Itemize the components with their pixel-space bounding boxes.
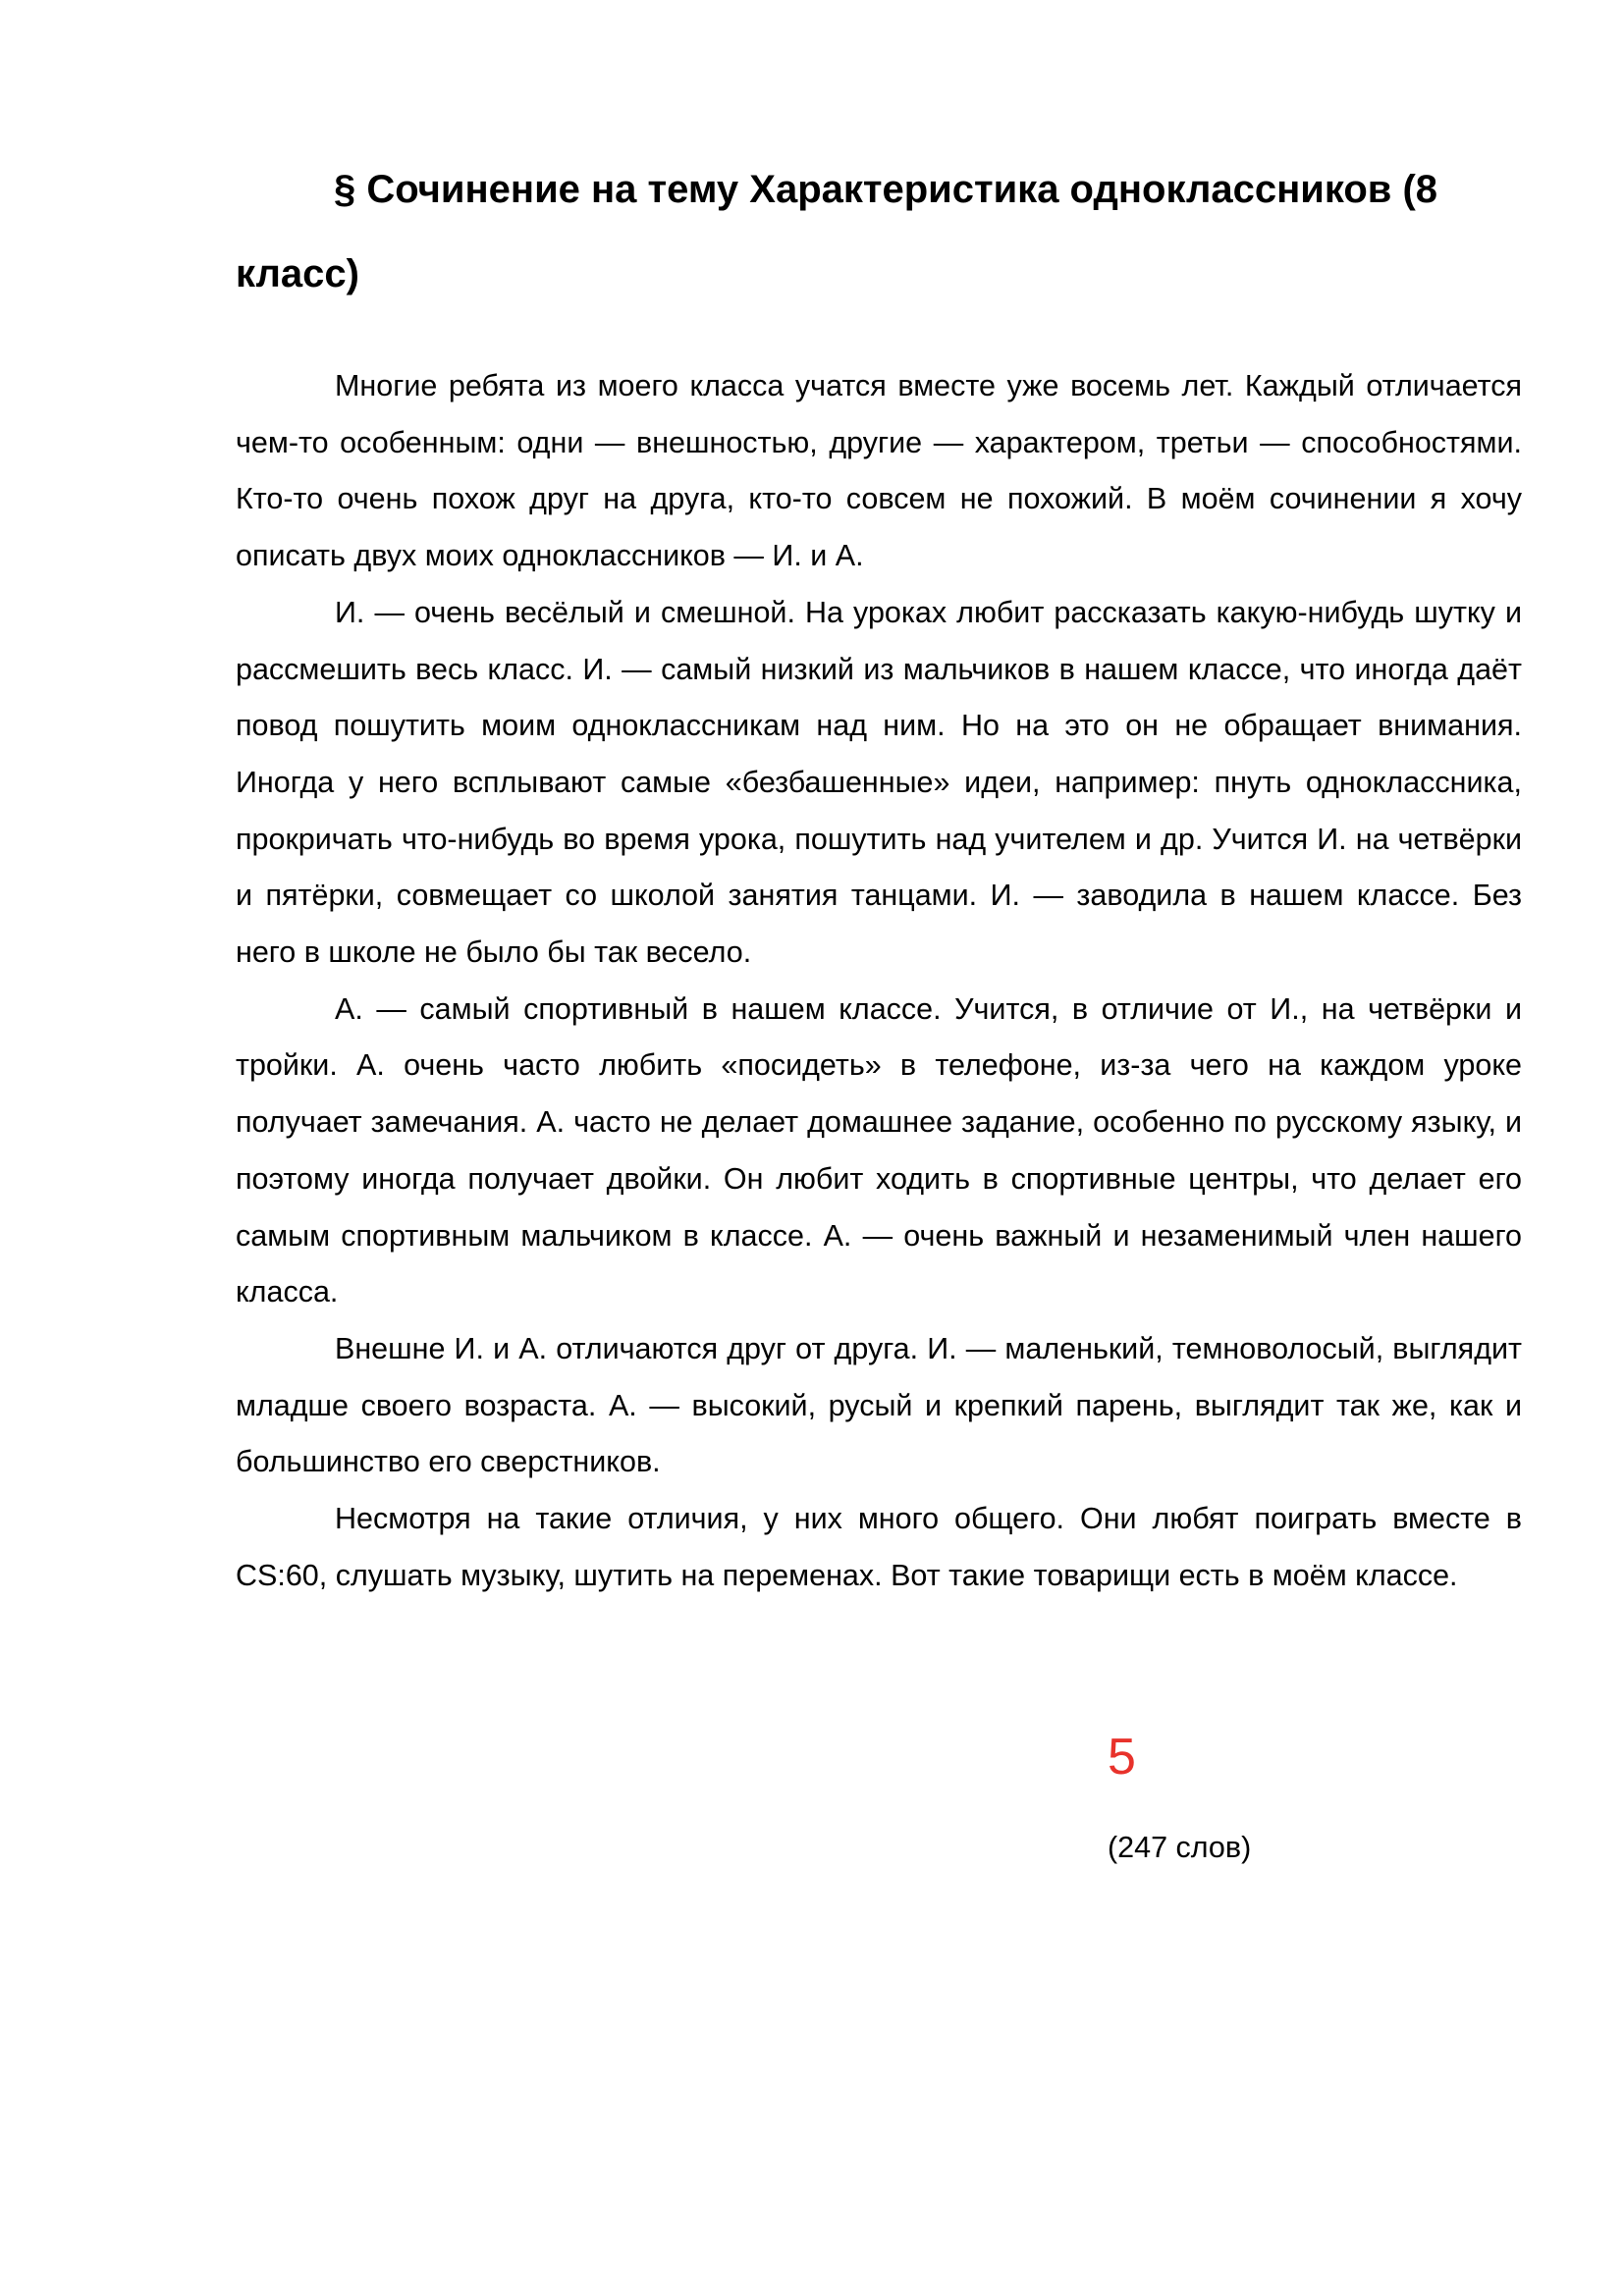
paragraph-about-i: И. — очень весёлый и смешной. На уроках любит рассказать какую-нибудь шутку и рассмешить весь класс. И. — самый низкий из мальчиков в нашем классе, что иногда даёт повод пошутить моим одноклассникам над ним. Но на это он не обращает внимания. Иногда у него всплывают самые «безбашенные» идеи, например: пнуть одноклассника, прокричать что-нибудь во время урока, пошутить над учителем и др. Учится И. на четвёрки и пятёрки, совмещает со школой занятия танцами. И. — заводила в нашем классе. Без него в школе не было бы так весело. xyxy=(236,595,1522,970)
essay-body xyxy=(236,358,1522,1604)
paragraph-appearance: Внешне И. и А. отличаются друг от друга. И. — маленький, темноволосый, выглядит младше своего возраста. А. — высокий, русый и крепкий парень, выглядит так же, как и большинство его сверстников. xyxy=(236,1331,1522,1479)
paragraph-intro: Многие ребята из моего класса учатся вместе уже восемь лет. Каждый отличается чем-то особенным: одни — внешностью, другие — характером, третьи — способностями. Кто-то очень похож друг на друга, кто-то совсем не похожий. В моём сочинении я хочу описать двух моих одноклассников — И. и А. xyxy=(236,369,1522,573)
paragraph-conclusion: Несмотря на такие отличия, у них много общего. Они любят поиграть вместе в CS:60, слушать музыку, шутить на переменах. Вот такие товарищи есть в моём классе. xyxy=(236,1502,1522,1592)
paragraph-about-a: А. — самый спортивный в нашем классе. Учится, в отличие от И., на четвёрки и тройки. А. очень часто любить «посидеть» в телефоне, из-за чего на каждом уроке получает замечания. А. часто не делает домашнее задание, особенно по русскому языку, и поэтому иногда получает двойки. Он любит ходить в спортивные центры, что делает его самым спортивным мальчиком в классе. А. — очень важный и незаменимый член нашего класса. xyxy=(236,991,1522,1309)
grade-mark: 5 xyxy=(1108,1729,1136,1786)
essay-title: § Сочинение на тему Характеристика одноклассников (8 класс) xyxy=(236,168,1438,295)
word-count: (247 слов) xyxy=(1108,1831,1252,1864)
